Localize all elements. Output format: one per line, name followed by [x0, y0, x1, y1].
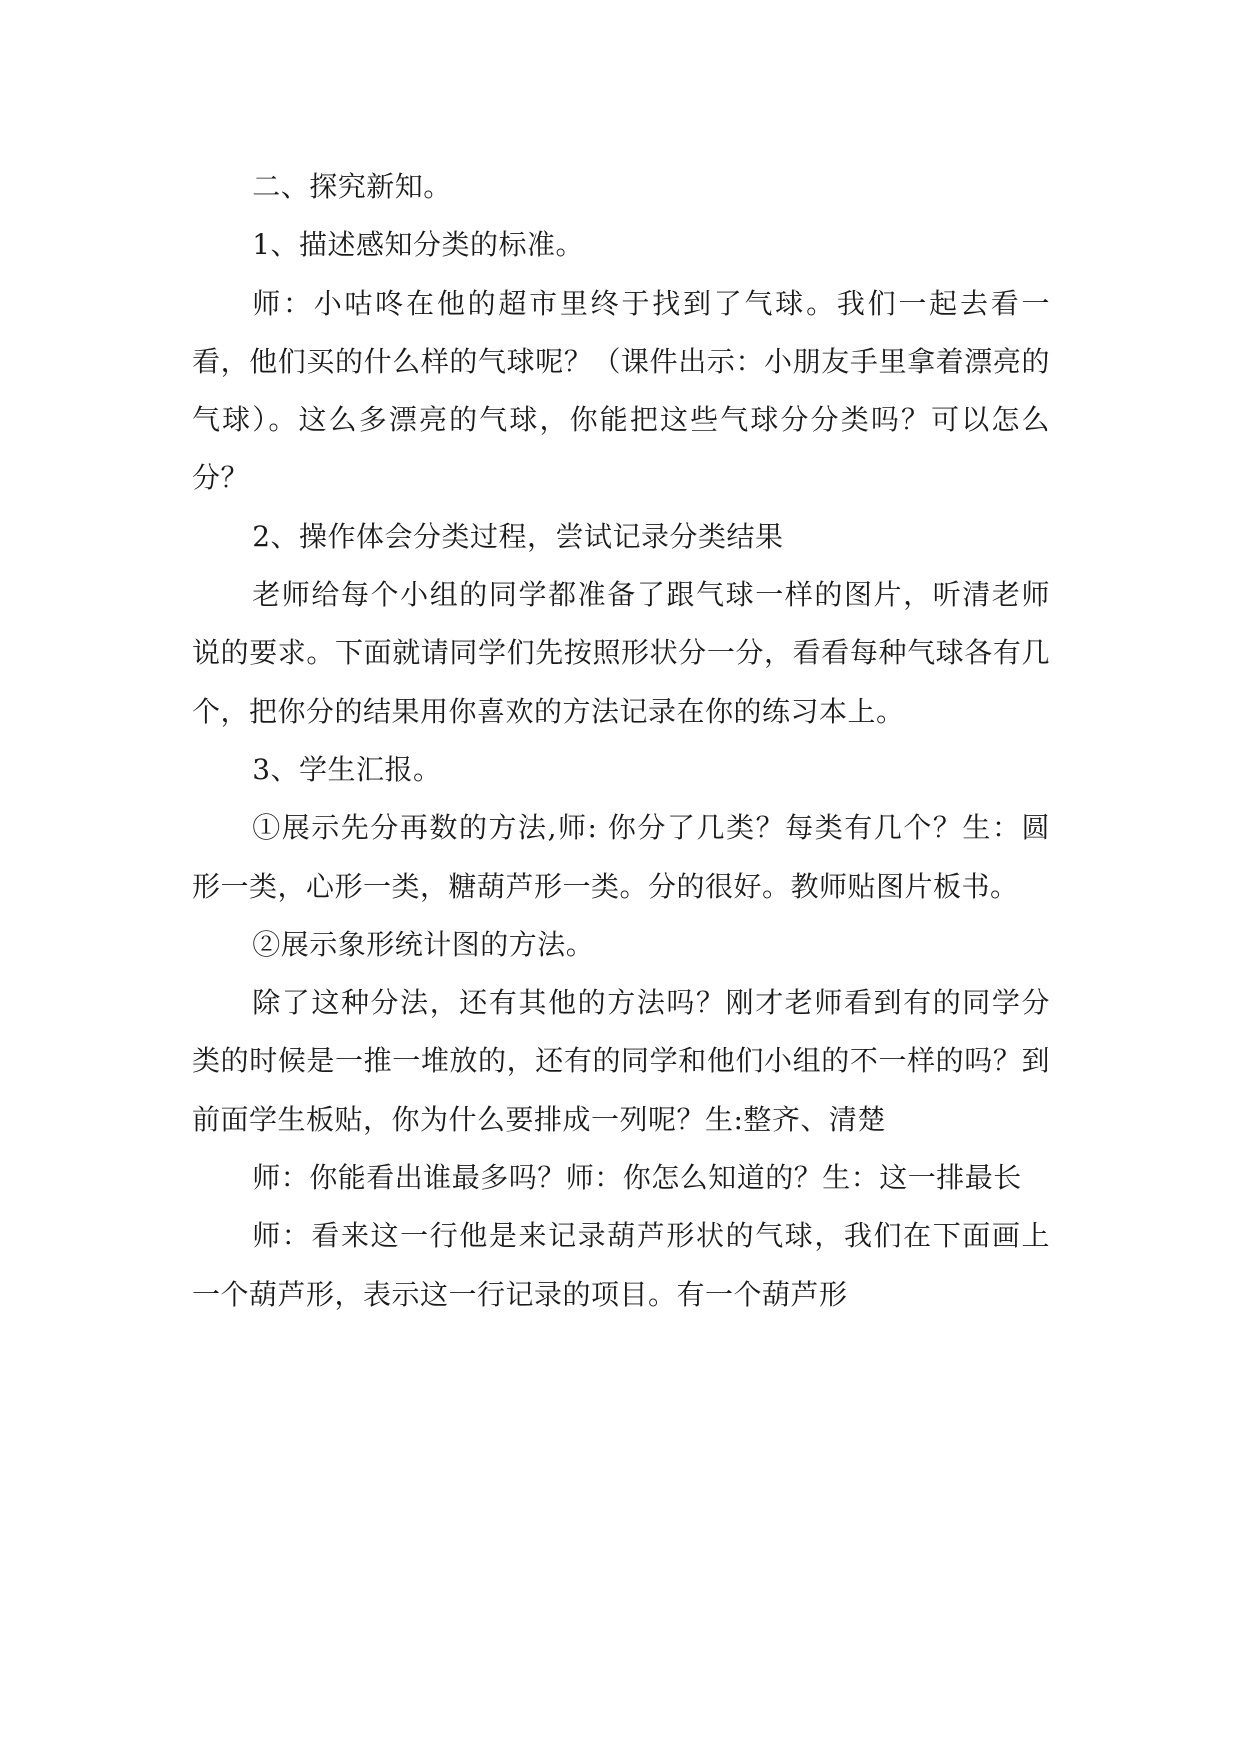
paragraph: 师：看来这一行他是来记录葫芦形状的气球，我们在下面画上一个葫芦形，表示这一行记录的项目。有一个葫芦形 [192, 1219, 1050, 1311]
paragraph: ①展示先分再数的方法,师: 你分了几类？每类有几个？生：圆形一类，心形一类，糖葫芦形一类。分的很好。教师贴图片板书。 [192, 811, 1050, 903]
paragraph: 老师给每个小组的同学都准备了跟气球一样的图片，听清老师说的要求。下面就请同学们先按照形状分一分，看看每种气球各有几个，把你分的结果用你喜欢的方法记录在你的练习本上。 [192, 578, 1050, 728]
paragraph: ②展示象形统计图的方法。 [252, 927, 595, 961]
subsection-heading: 3、学生汇报。 [252, 752, 442, 786]
paragraph: 师：小咕咚在他的超市里终于找到了气球。我们一起去看一看，他们买的什么样的气球呢？（课件出示：小朋友手里拿着漂亮的气球）。这么多漂亮的气球，你能把这些气球分分类吗？可以怎么分？ [192, 286, 1050, 495]
paragraph: 除了这种分法，还有其他的方法吗？刚才老师看到有的同学分类的时候是一推一堆放的，还有的同学和他们小组的不一样的吗？到前面学生板贴，你为什么要排成一列呢？生:整齐、清楚 [192, 986, 1050, 1136]
paragraph: 师：你能看出谁最多吗？师：你怎么知道的？生：这一排最长 [252, 1161, 1022, 1195]
document-body [192, 158, 1050, 1324]
subsection-heading: 1、描述感知分类的标准。 [252, 228, 585, 262]
subsection-heading: 2、操作体会分类过程，尝试记录分类结果 [252, 519, 784, 553]
section-heading: 二、探究新知。 [252, 170, 452, 203]
